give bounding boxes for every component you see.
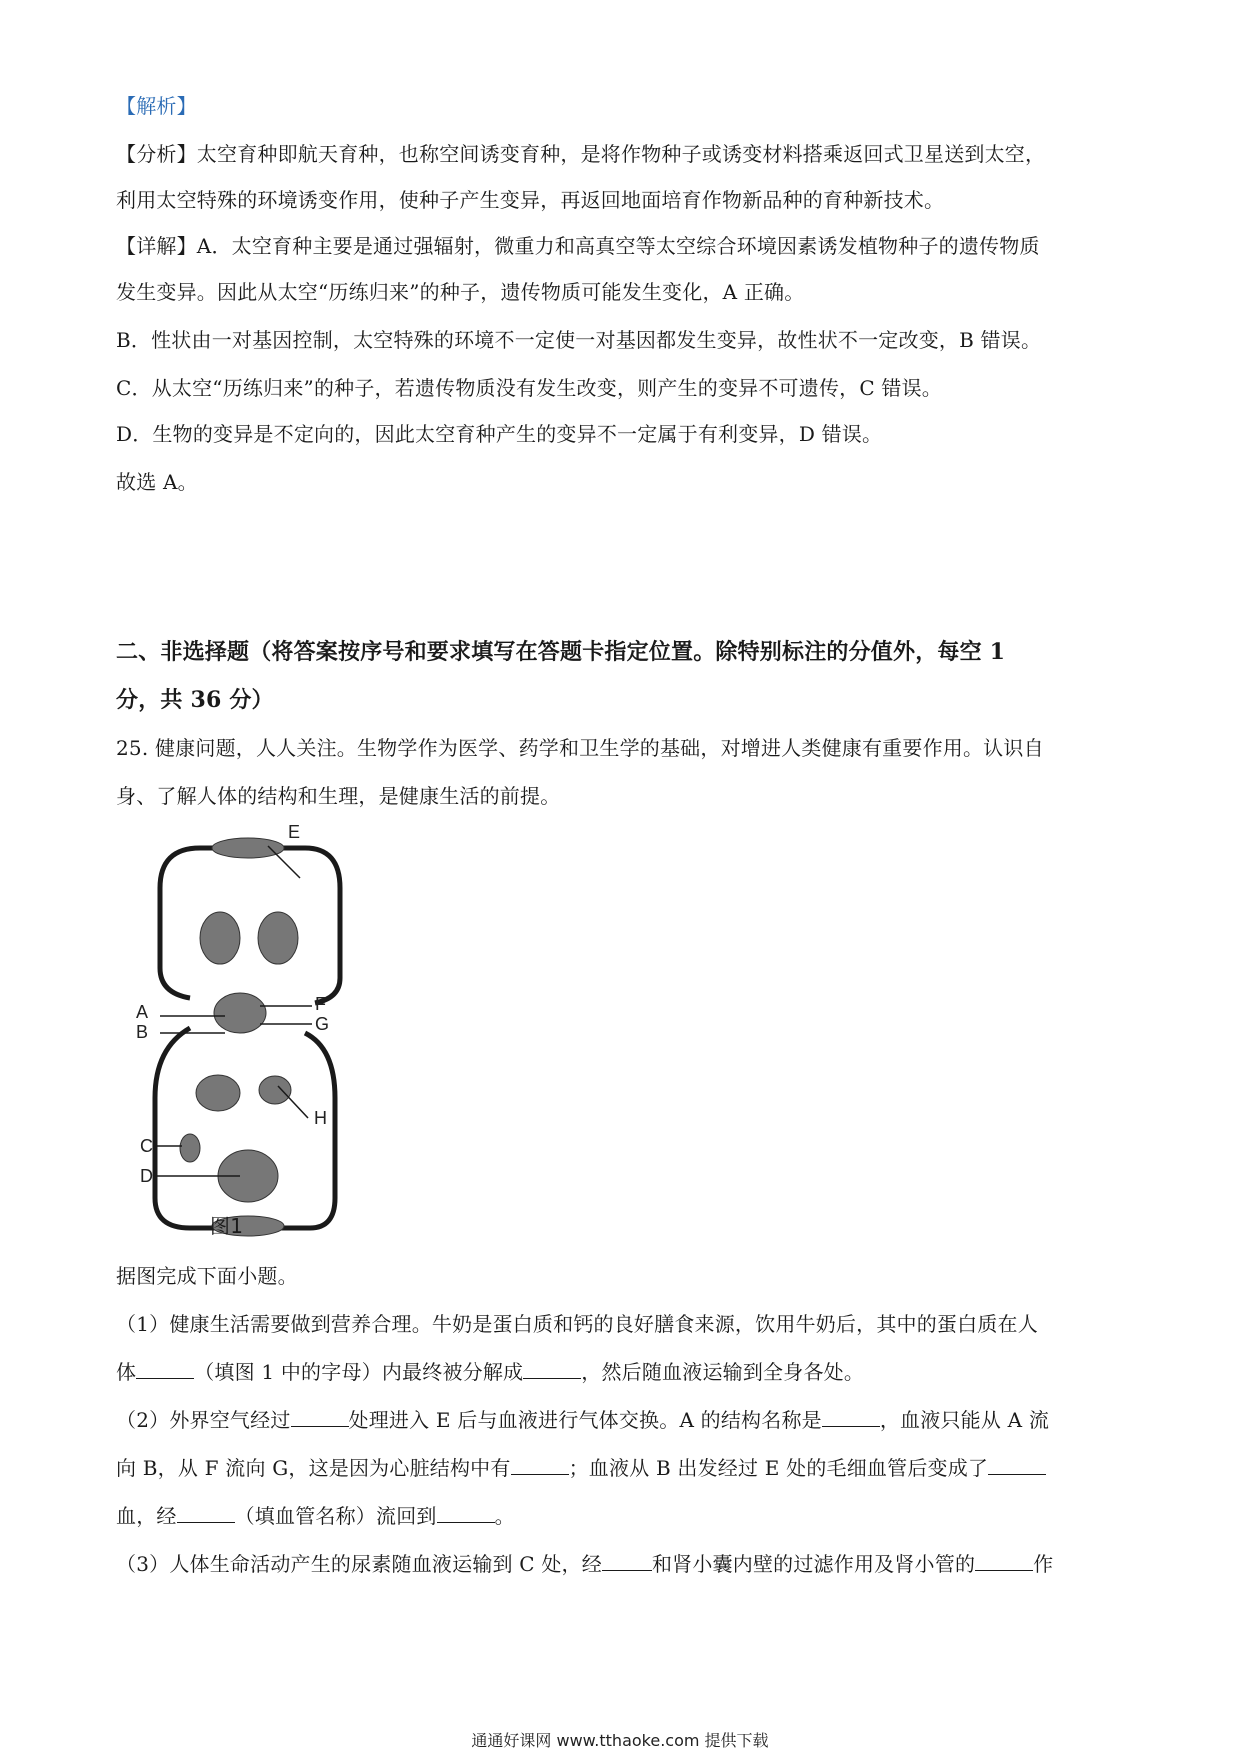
answer-blank-1-1[interactable]: [136, 1358, 194, 1379]
figure-label-b: B: [136, 1022, 149, 1042]
analysis-detail-line-2: 发生变异。因此从太空“历练归来”的种子，遗传物质可能发生变化，A 正确。: [116, 280, 805, 304]
answer-blank-2-3[interactable]: [511, 1454, 569, 1475]
page-footer: 通通好课网 www.tthaoke.com 提供下载: [471, 1731, 769, 1750]
q25-sub1-line-1: （1）健康生活需要做到营养合理。牛奶是蛋白质和钙的良好膳食来源，饮用牛奶后，其中的蛋白质在人: [116, 1312, 1038, 1336]
q25-sub2-text-7: （填血管名称）流回到: [234, 1504, 437, 1528]
section2-heading-line-1: 二、非选择题（将答案按序号和要求填写在答题卡指定位置。除特别标注的分值外，每空 1: [116, 639, 1006, 665]
figure-label-a: A: [136, 1002, 149, 1022]
analysis-fenxi-line-1: 【分析】太空育种即航天育种，也称空间诱变育种，是将作物种子或诱变材料搭乘返回式卫星送到太空，: [116, 142, 1046, 166]
q25-sub2-text-5: ；血液从 B 出发经过 E 处的毛细血管后变成了: [568, 1456, 989, 1480]
figure-caption: 图1: [210, 1214, 244, 1238]
figure-label-e: E: [288, 822, 301, 842]
q25-sub3-line-1: [116, 1550, 1126, 1578]
q25-sub1-line-2: [116, 1358, 1126, 1386]
circulation-diagram: [130, 822, 350, 1248]
q25-sub2-text-8: 。: [494, 1504, 515, 1528]
figure-label-f: F: [315, 994, 326, 1014]
answer-blank-3-2[interactable]: [975, 1550, 1033, 1571]
q25-stem-line-1: 25. 健康问题，人人关注。生物学作为医学、药学和卫生学的基础，对增进人类健康有重要作用。认识自: [116, 736, 1044, 760]
q25-sub2-text-6: 血，经: [116, 1504, 177, 1528]
circulation-diagram-svg: [130, 828, 350, 1248]
q25-sub1-text-2: （填图 1 中的字母）内最终被分解成: [194, 1360, 524, 1384]
q25-sub1-text-1: 体: [116, 1360, 137, 1384]
q25-sub2-line-3: [116, 1502, 1126, 1530]
analysis-option-d: D．生物的变异是不定向的，因此太空育种产生的变异不一定属于有利变异，D 错误。: [116, 422, 883, 446]
figure-label-d: D: [140, 1166, 153, 1186]
answer-blank-2-1[interactable]: [291, 1406, 349, 1427]
q25-sub3-text-2: 和肾小囊内壁的过滤作用及肾小管的: [651, 1552, 976, 1576]
figure-label-h: H: [314, 1108, 327, 1128]
figure-label-c: C: [140, 1136, 153, 1156]
analysis-option-b: B．性状由一对基因控制，太空特殊的环境不一定使一对基因都发生变异，故性状不一定改变，B 错误。: [116, 328, 1042, 352]
answer-blank-1-2[interactable]: [523, 1358, 581, 1379]
answer-blank-3-1[interactable]: [602, 1550, 652, 1571]
q25-sub2-line-1: [116, 1406, 1126, 1434]
q25-sub2-line-2: [116, 1454, 1126, 1482]
q25-sub2-text-3: ，血液只能从 A 流: [879, 1408, 1050, 1432]
q25-prompt: 据图完成下面小题。: [116, 1264, 298, 1288]
analysis-detail-line-1: 【详解】A．太空育种主要是通过强辐射，微重力和高真空等太空综合环境因素诱发植物种子的遗传物质: [116, 234, 1040, 258]
analysis-tag: 【解析】: [116, 94, 197, 118]
analysis-answer: 故选 A。: [116, 470, 198, 494]
analysis-fenxi-line-2: 利用太空特殊的环境诱变作用，使种子产生变异，再返回地面培育作物新品种的育种新技术。: [116, 188, 945, 212]
q25-sub2-text-2: 处理进入 E 后与血液进行气体交换。A 的结构名称是: [348, 1408, 822, 1432]
answer-blank-2-6[interactable]: [437, 1502, 495, 1523]
q25-sub2-text-4: 向 B，从 F 流向 G，这是因为心脏结构中有: [116, 1456, 511, 1480]
q25-sub3-text-1: （3）人体生命活动产生的尿素随血液运输到 C 处，经: [116, 1552, 602, 1576]
answer-blank-2-4[interactable]: [988, 1454, 1046, 1475]
answer-blank-2-2[interactable]: [822, 1406, 880, 1427]
q25-sub2-text-1: （2）外界空气经过: [116, 1408, 291, 1432]
figure-label-g: G: [315, 1014, 330, 1034]
q25-sub3-text-3: 作: [1033, 1552, 1054, 1576]
q25-stem-line-2: 身、了解人体的结构和生理，是健康生活的前提。: [116, 784, 561, 808]
analysis-option-c: C．从太空“历练归来”的种子，若遗传物质没有发生改变，则产生的变异不可遗传，C 错误。: [116, 376, 943, 400]
q25-sub1-text-3: ，然后随血液运输到全身各处。: [581, 1360, 865, 1384]
answer-blank-2-5[interactable]: [177, 1502, 235, 1523]
section2-heading-line-2: 分，共 36 分）: [116, 687, 274, 713]
